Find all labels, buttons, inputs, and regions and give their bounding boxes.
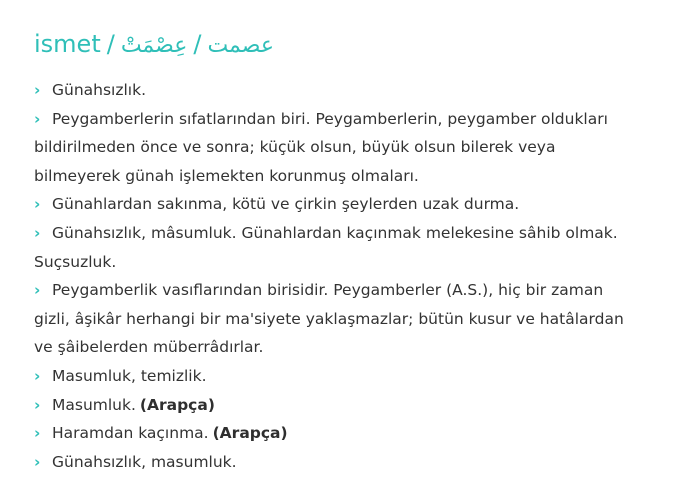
language-tag: (Arapça) <box>139 395 215 414</box>
definition-text: Günahsızlık, masumluk. <box>52 452 237 471</box>
definition-item <box>34 190 634 219</box>
headword-latin: ismet <box>34 30 101 58</box>
definition-item <box>34 76 634 105</box>
definition-item <box>34 105 634 191</box>
chevron-right-icon: › <box>34 109 41 128</box>
entry-headword <box>34 24 634 66</box>
headword-separator: / <box>106 30 115 58</box>
definition-text: Günahlardan sakınma, kötü ve çirkin şeylerden uzak durma. <box>52 195 520 214</box>
definition-text: Günahsızlık. <box>52 81 147 99</box>
headword-arabic-vocalized: عِصْمَتْ <box>120 33 188 58</box>
chevron-right-icon: › <box>34 366 41 385</box>
chevron-right-icon: › <box>34 195 41 214</box>
definition-list <box>34 76 634 476</box>
headword-separator: / <box>193 30 202 58</box>
chevron-right-icon: › <box>34 395 41 414</box>
definition-item <box>34 219 634 276</box>
chevron-right-icon: › <box>34 281 41 300</box>
chevron-right-icon: › <box>34 81 41 99</box>
definition-text: Haramdan kaçınma. <box>52 424 209 443</box>
definition-item <box>34 276 634 362</box>
chevron-right-icon: › <box>34 223 41 242</box>
definition-text: Masumluk. <box>52 395 136 414</box>
definition-text: Günahsızlık, mâsumluk. Günahlardan kaçınmak melekesine sâhib olmak. Suçsuzluk. <box>34 223 618 271</box>
definition-item <box>34 419 634 448</box>
definition-item <box>34 391 634 420</box>
chevron-right-icon: › <box>34 452 41 471</box>
dictionary-entry <box>34 24 634 476</box>
headword-arabic: عصمت <box>207 33 274 58</box>
definition-text: Peygamberlik vasıflarından birisidir. Peygamberler (A.S.), hiç bir zaman gizli, âşikâr herhangi bir ma'siyete yaklaşmazlar; bütün kusur ve hatâlardan ve şâibelerden müberrâdırlar. <box>34 281 624 357</box>
definition-item <box>34 362 634 391</box>
chevron-right-icon: › <box>34 424 41 443</box>
language-tag: (Arapça) <box>212 424 288 443</box>
definition-text: Peygamberlerin sıfatlarından biri. Peygamberlerin, peygamber oldukları bildirilmeden önce ve sonra; küçük olsun, büyük olsun bilerek veya bilmeyerek günah işlemekten korunmuş olmaları. <box>34 109 608 185</box>
definition-text: Masumluk, temizlik. <box>52 366 207 385</box>
definition-item <box>34 448 634 477</box>
